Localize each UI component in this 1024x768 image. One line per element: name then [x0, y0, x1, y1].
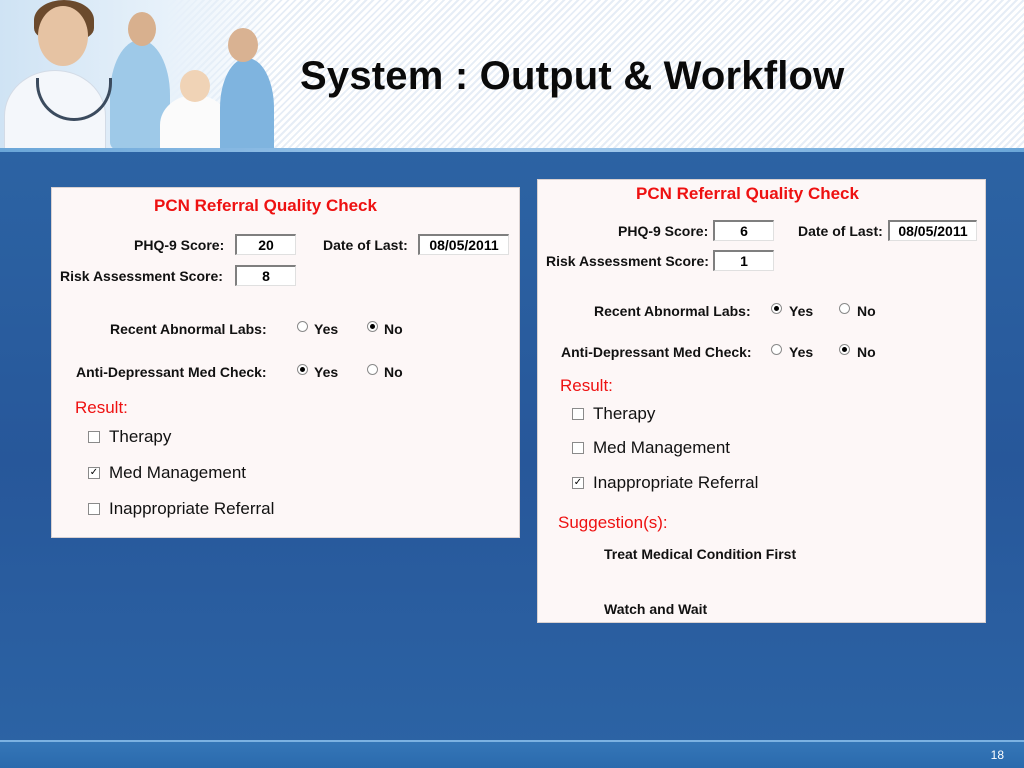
- phq9-label: PHQ-9 Score:: [618, 223, 709, 239]
- labs-yes-label: Yes: [789, 303, 814, 319]
- suggestion-item: Treat Medical Condition First: [604, 546, 797, 562]
- labs-yes-label: Yes: [314, 321, 339, 337]
- panel-title: PCN Referral Quality Check: [636, 184, 859, 203]
- med-management-checkbox[interactable]: [572, 442, 584, 454]
- phq9-label: PHQ-9 Score:: [134, 237, 225, 253]
- phq9-score-field[interactable]: 20: [235, 234, 296, 255]
- footer-divider: [0, 740, 1024, 742]
- med-yes-radio[interactable]: [771, 344, 782, 355]
- labs-yes-radio[interactable]: [771, 303, 782, 314]
- med-no-label: No: [857, 344, 876, 360]
- abnormal-labs-label: Recent Abnormal Labs:: [594, 303, 751, 319]
- med-management-label: Med Management: [109, 463, 247, 482]
- therapy-label: Therapy: [109, 427, 172, 446]
- date-of-last-label: Date of Last:: [798, 223, 883, 239]
- med-yes-label: Yes: [789, 344, 814, 360]
- med-yes-label: Yes: [314, 364, 339, 380]
- right-quality-check-panel: [538, 180, 985, 622]
- date-of-last-label: Date of Last:: [323, 237, 408, 253]
- labs-no-radio[interactable]: [367, 321, 378, 332]
- med-check-label: Anti-Depressant Med Check:: [561, 344, 752, 360]
- phq9-score-field[interactable]: 6: [713, 220, 774, 241]
- labs-no-label: No: [857, 303, 876, 319]
- inappropriate-referral-checkbox[interactable]: ✓: [573, 477, 583, 488]
- slide-footer: [0, 740, 1024, 768]
- therapy-label: Therapy: [593, 404, 656, 423]
- inappropriate-referral-label: Inappropriate Referral: [593, 473, 759, 492]
- inappropriate-referral-label: Inappropriate Referral: [109, 499, 275, 518]
- nurse-figure: [220, 58, 274, 148]
- slide-header: [0, 0, 1024, 148]
- page-number: 18: [990, 748, 1004, 762]
- med-check-label: Anti-Depressant Med Check:: [76, 364, 267, 380]
- date-of-last-field[interactable]: 08/05/2011: [418, 234, 509, 255]
- abnormal-labs-label: Recent Abnormal Labs:: [110, 321, 267, 337]
- labs-no-label: No: [384, 321, 403, 337]
- med-no-radio[interactable]: [367, 364, 378, 375]
- med-no-label: No: [384, 364, 403, 380]
- suggestions-heading: Suggestion(s):: [558, 513, 668, 532]
- labs-no-radio[interactable]: [839, 303, 850, 314]
- result-heading: Result:: [560, 376, 613, 395]
- inappropriate-referral-checkbox[interactable]: [88, 503, 100, 515]
- med-management-checkbox[interactable]: ✓: [89, 467, 99, 478]
- patient-head: [180, 70, 210, 102]
- med-management-label: Med Management: [593, 438, 731, 457]
- slide-title: System : Output & Workflow: [300, 54, 845, 98]
- med-no-radio[interactable]: [839, 344, 850, 355]
- doctor-female-head: [38, 6, 88, 66]
- header-divider: [0, 148, 1024, 152]
- result-heading: Result:: [75, 398, 128, 417]
- med-yes-radio[interactable]: [297, 364, 308, 375]
- risk-assessment-field[interactable]: 8: [235, 265, 296, 286]
- risk-assessment-label: Risk Assessment Score:: [546, 253, 709, 269]
- date-of-last-field[interactable]: 08/05/2011: [888, 220, 977, 241]
- therapy-checkbox[interactable]: [88, 431, 100, 443]
- left-quality-check-panel: [52, 188, 519, 537]
- medical-staff-photo: [0, 0, 276, 148]
- panel-title: PCN Referral Quality Check: [154, 196, 377, 215]
- doctor-male-head: [128, 12, 156, 46]
- risk-assessment-field[interactable]: 1: [713, 250, 774, 271]
- therapy-checkbox[interactable]: [572, 408, 584, 420]
- risk-assessment-label: Risk Assessment Score:: [60, 268, 223, 284]
- suggestion-item: Watch and Wait: [604, 601, 708, 617]
- nurse-head: [228, 28, 258, 62]
- labs-yes-radio[interactable]: [297, 321, 308, 332]
